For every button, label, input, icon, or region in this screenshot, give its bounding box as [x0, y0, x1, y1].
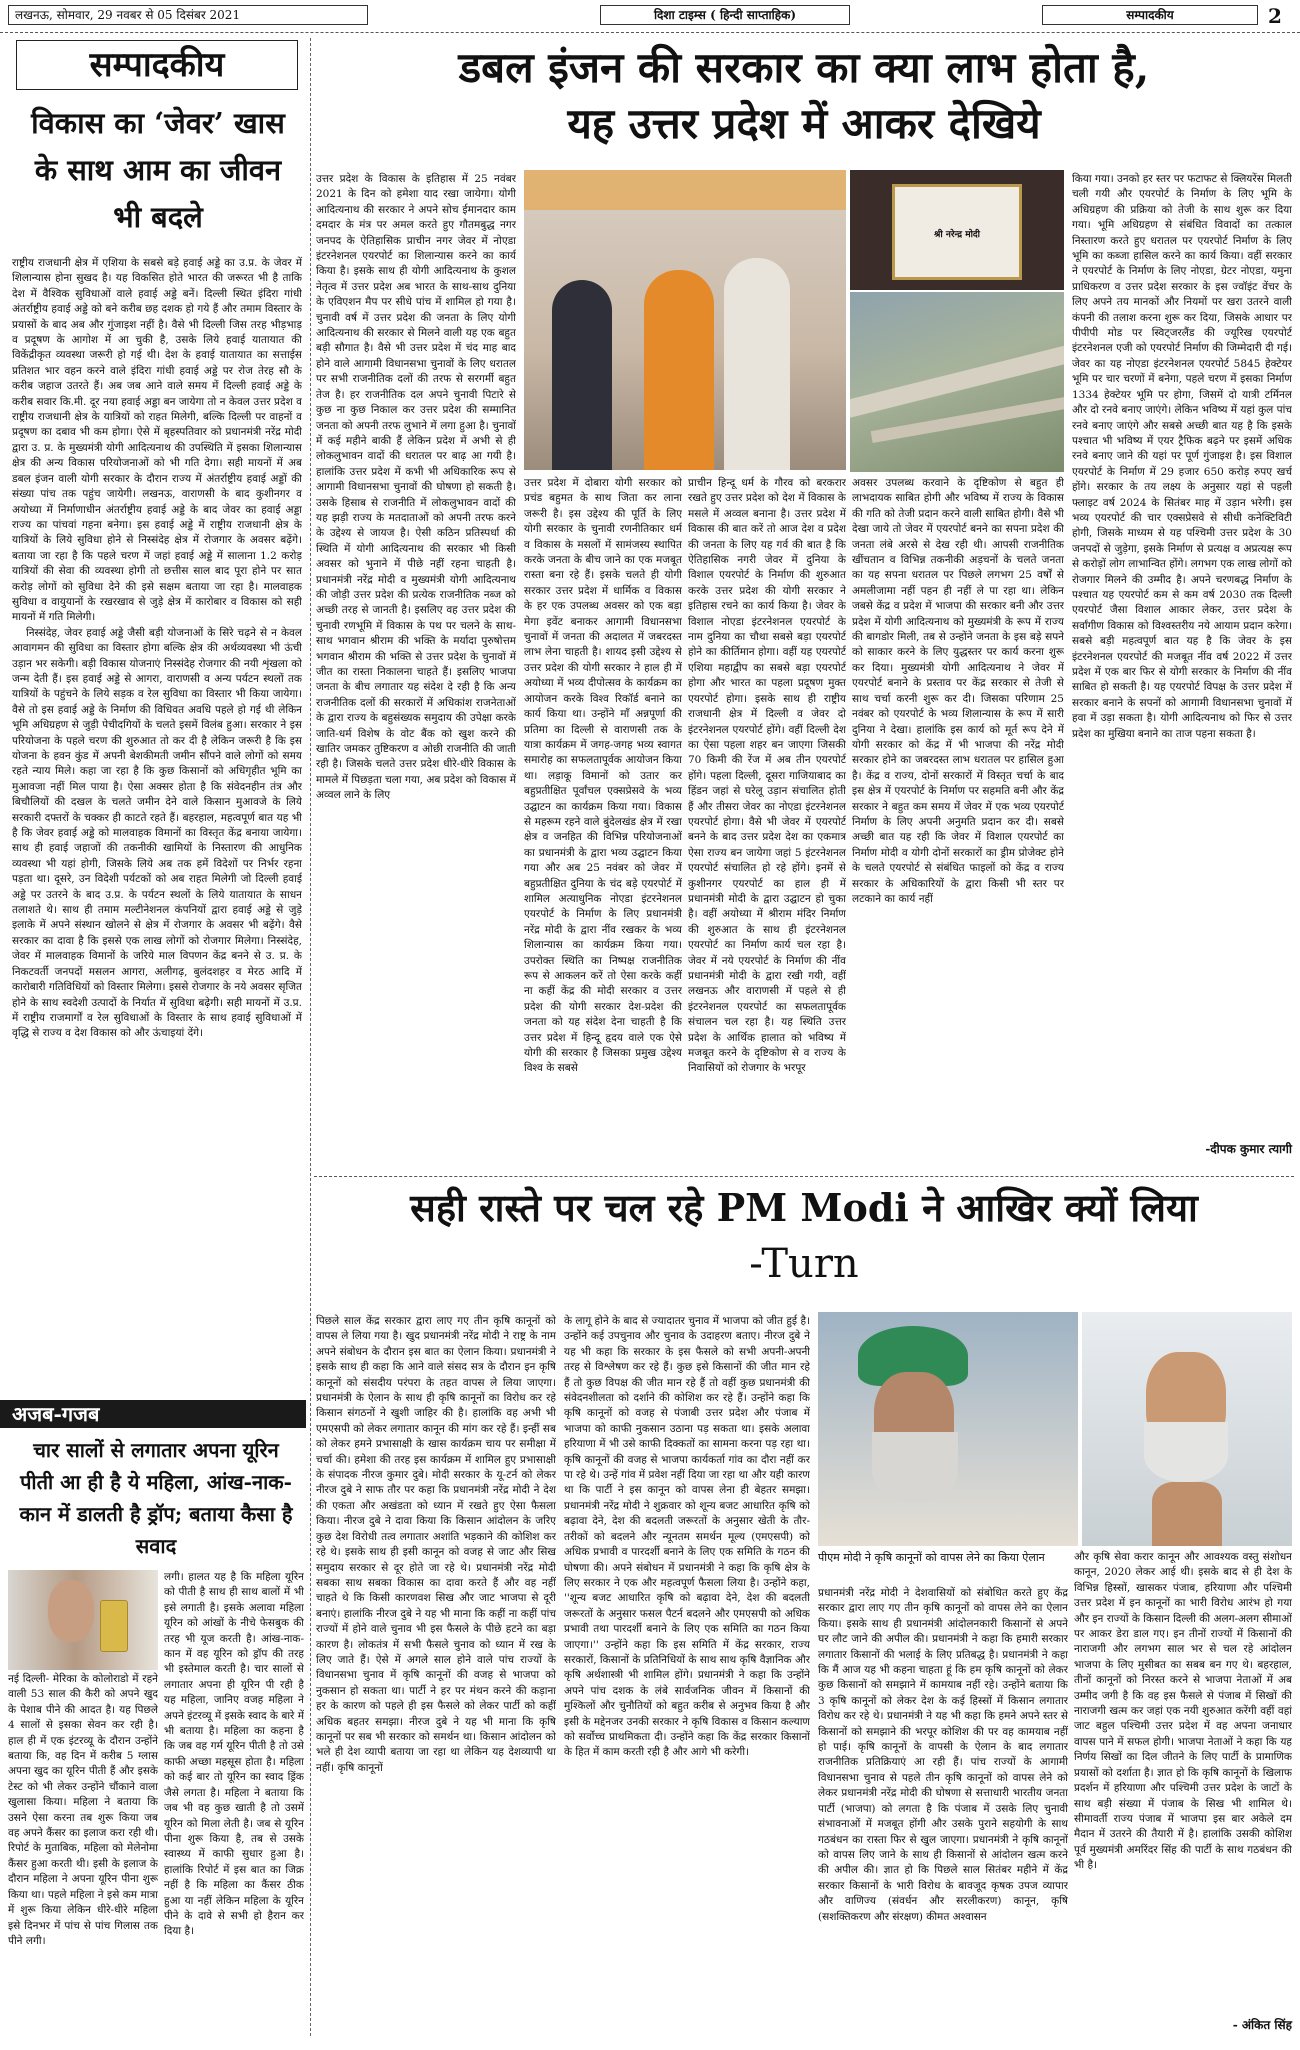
editorial-section	[8, 38, 306, 1438]
leaders-stage-photo	[524, 170, 846, 470]
top-story-col-2: उत्तर प्रदेश में दोबारा योगी सरकार को प्रचंड बहुमत के साथ जिता कर लाना जरूरी है। इस उद्देश्य की पूर्ति के लिए योगी सरकार के चुनावी रणनीतिकार धर्म व विकास के मसलों में सामंजस्य स्थापित करके जनता के बीच जाने का एक मजबूत रास्ता बना रहे हैं। इसके चलते ही योगी सरकार उत्तर प्रदेश में धार्मिक व विकास के हर एक उपलब्ध अवसर को एक बड़ा मेगा इवेंट बनाकर आगामी विधानसभा चुनावों में जनता की अदालत में जबरदस्त लाभ लेना चाहती है। शायद इसी उद्देश्य से उत्तर प्रदेश की योगी सरकार ने हाल ही में अयोध्या में भव्य दीपोत्सव के कार्यक्रम का आयोजन करके विश्व रिकॉर्ड बनाने का कार्य किया था। उन्होंने माँ अन्नपूर्णा की प्रतिमा का दिल्ली से वाराणसी तक के यात्रा कार्यक्रम में जगह-जगह भव्य स्वागत समारोह का सफलतापूर्वक आयोजन किया था। लड़ाकू विमानों को उतार कर बहुप्रतीक्षित पूर्वांचल एक्सप्रेसवे के भव्य उद्घाटन का कार्यक्रम किया गया। विकास से महरूम रहने वाले बुंदेलखंड क्षेत्र में रखा क्षेत्र व जनहित की विभिन्न परियोजनाओं का प्रधानमंत्री के द्वारा भव्य उद्घाटन किया गया और अब 25 नवंबर को जेवर में बहुप्रतीक्षित दुनिया के चंद बड़े एयरपोर्ट में शामिल अत्याधुनिक नोएडा इंटरनेशनल एयरपोर्ट के निर्माण के लिए प्रधानमंत्री नरेंद्र मोदी के द्वारा नींव रखकर के भव्य शिलान्यास का कार्यक्रम किया गया। उपरोक्त स्थिति का निष्पक्ष राजनीतिक रूप से आकलन करें तो ऐसा करके कहीं ना कहीं केंद्र की मोदी सरकार व उत्तर प्रदेश की योगी सरकार देश-प्रदेश की जनता को यह संदेश देना चाहती है कि उत्तर प्रदेश में हिन्दू हृदय वाले एक ऐसे योगी की सरकार है जिसका प्रमुख उद्देश्य विश्व के सबसे	[524, 477, 682, 1075]
plaque-board	[892, 184, 1022, 280]
beard-shape	[1144, 1422, 1228, 1482]
leader-figure	[644, 270, 714, 470]
second-story-col-3: प्रधानमंत्री नरेंद्र मोदी ने देशवासियों को संबोधित करते हुए केंद्र सरकार द्वारा लाए गए तीन कृषि कानूनों को वापस लेने का ऐलान किया। इसके साथ ही प्रधानमंत्री आंदोलनकारी किसानों से अपने घर लौट जाने की अपील की। प्रधानमंत्री ने कहा कि हमारी सरकार लगातार किसानों की भलाई के लिए प्रतिबद्ध है। प्रधानमंत्री ने कहा कि मैं आज यह भी कहना चाहता हूं कि हम कृषि कानूनों को लेकर कुछ किसानों को समझाने में कामयाब नहीं रहे। उन्होंने बताया कि 3 कृषि कानूनों को लेकर देश के कई हिस्सों में किसान लगातार विरोध कर रहे थे। प्रधानमंत्री ने यह भी कहा कि हमने अपने स्तर से किसानों को समझाने की भरपूर कोशिश की पर वह कामयाब नहीं हो पाई। कृषि कानूनों के वापसी के ऐलान के बाद लगातार राजनीतिक प्रतिक्रियाएं आ रही हैं। पांच राज्यों के आगामी विधानसभा चुनाव से पहले तीन कृषि कानूनों को वापस लेने को लेकर प्रधानमंत्री नरेंद्र मोदी की घोषणा से सत्ताधारी भारतीय जनता पार्टी (भाजपा) को लगता है कि पंजाब में उसके लिए चुनावी संभावनाओं में मजबूत होंगी और उसके पुराने सहयोगी के साथ गठबंधन का रास्ता फिर से खुल जाएगा। प्रधानमंत्री ने कृषि कानूनों को वापस लिए जाने के साथ ही किसानों से आंदोलन खत्म करने की अपील की। ज्ञात हो कि पिछले साल सितंबर महीने में केंद्र सरकार किसानों के भारी विरोध के बावजूद कृषक उपज व्यापार और वाणिज्य (संवर्धन और सरलीकरण) कानून, कृषि (सशक्तिकरण और संरक्षण) कीमत अश्वासन	[818, 1587, 1068, 1923]
column-divider	[310, 38, 311, 2036]
editorial-paragraph: राष्ट्रीय राजधानी क्षेत्र में एशिया के सबसे बड़े हवाई अड्डे का उ.प्र. के जेवर में शिलान्यास होना सुखद है। यह विकसित होते भारत की जरूरत भी है ताकि देश में वैश्विक सुविधाओं वाले हवाई अड्डे बनें। दिल्ली स्थित इंदिरा गांधी अंतर्राष्ट्रीय हवाई अड्डे को बने करीब छह दशक हो गये हैं और तमाम विस्तार के प्रयासों के बाद अब और गुंजाइश नहीं है। वैसे भी दिल्ली जिस तरह भीड़भाड़ व प्रदूषण के आगोश में आ चुकी है, उसके लिये हवाई यातायात की विकेंद्रीकृत व्यवस्था जरूरी हो गई थी। देश के हवाई यातायात का सत्ताईस प्रतिशत भार वहन करने वाले इंदिरा गांधी हवाई अड्डे पर रोज तेरह सौ के करीब जहाज उतरते हैं। अब जब आने वाले समय में दिल्ली हवाई अड्डे के करीब सवार कि.मी. दूर नया हवाई अड्डा बन जायेगा तो न केवल उत्तर प्रदेश व राष्ट्रीय राजधानी क्षेत्र के यात्रियों को राहत मिलेगी, बल्कि दिल्ली पर वाहनों व प्रदूषण का दबाव भी कम होगा। ऐसे में बृहस्पतिवार को प्रधानमंत्री नरेंद्र मोदी द्वारा उ. प्र. के मुख्यमंत्री योगी आदित्यनाथ की उपस्थिति में इसका शिलान्यास क्षेत्र की अन्य विकास परियोजनाओं को भी गति देगा। सही मायनों में अब डबल इंजन वाली योगी सरकार के दौरान राज्य में अंतर्राष्ट्रीय हवाई अड्डों की संख्या पांच तक पहुंच जायेगी। लखनऊ, वाराणसी के बाद कुशीनगर व अयोध्या में निर्माणाधीन अंतर्राष्ट्रीय हवाई अड्डे के बाद जेवर का हवाई अड्डा राज्य का पांचवां गहना बनेगा। इस हवाई अड्डे में राष्ट्रीय राजधानी क्षेत्र के यात्रियों के लिये सुविधा होने से निस्संदेह क्षेत्र में रोजगार के अवसर बढ़ेंगे। बताया जा रहा है कि पहले चरण में जहां हवाई अड्डे में सालाना 1.2 करोड़ यात्रियों की सेवा की व्यवस्था होगी तो छत्तीस साल बाद पूरा होने पर सात करोड़ लोगों को सुविधा देने की इसे सक्षम बताया जा रहा है। मालवाहक सुविधा व वायुयानों के रखरखाव से जुड़े क्षेत्र में कारोबार व विकास को सही मायनों में गति मिलेगी।	[12, 257, 302, 624]
second-story-col-2: के लागू होने के बाद से ज्यादातर चुनाव में भाजपा को जीत हुई है। उन्होंने कई उपचुनाव और चुनाव के उदाहरण बताए। नीरज दुबे ने यह भी कहा कि सरकार के इस फैसले को सभी अपनी-अपनी तरह से विश्लेषण कर रहे हैं। कुछ इसे किसानों की जीत मान रहे हैं तो कुछ विपक्ष की जीत मान रहे हैं तो वहीं कुछ प्रधानमंत्री की संवेदनशीलता को दर्शाने की कोशिश कर रहे हैं। उन्होंने कहा कि कृषि कानूनों को वजह से पंजाबी उत्तर प्रदेश और पंजाब में भाजपा को काफी नुकसान उठाना पड़ सकता था। इसके अलावा हरियाणा में भी उसे काफी दिक्कतों का सामना करना पड़ रहा था। कृषि कानूनों की वजह से भाजपा कार्यकर्ता गांव का दौरा नहीं कर पा रहे थे। उन्हें गांव में प्रवेश नहीं दिया जा रहा था और यही कारण था कि पार्टी ने इस कानून को वापस लेना ही बेहतर समझा। प्रधानमंत्री नरेंद्र मोदी ने शुक्रवार को शून्य बजट आधारित कृषि को बढ़ावा देने, देश की बदलती जरूरतों के अनुसार खेती के तौर-तरीकों को बदलने और न्यूनतम समर्थन मूल्य (एमएसपी) को अधिक प्रभावी व पारदर्शी बनाने के लिए एक समिति के गठन की घोषणा की। अपने संबोधन में प्रधानमंत्री ने कहा कि कृषि क्षेत्र के लिए सरकार ने एक और महत्वपूर्ण फैसला लिया है। उन्होंने कहा, ''शून्य बजट आधारित कृषि को बढ़ावा देने, देश की बदलती जरूरतों के अनुसार फसल पैटर्न बदलने और एमएसपी को अधिक प्रभावी तथा पारदर्शी बनाने के लिए एक समिति का गठन किया जाएगा।'' उन्होंने कहा कि इस समिति में केंद्र सरकार, राज्य सरकारों, किसानों के प्रतिनिधियों के साथ साथ कृषि वैज्ञानिक और कृषि अर्थशास्त्री भी शामिल होंगे। प्रधानमंत्री ने कहा कि उन्होंने अपने पांच दशक के लंबे सार्वजनिक जीवन में किसानों की मुश्किलों और चुनौतियों को बहुत करीब से अनुभव किया है और इसी के मद्देनजर उनकी सरकार ने कृषि विकास व किसान कल्याण को सर्वोच्च प्राथमिकता दी। उन्होंने कहा कि केंद्र सरकार किसानों के हित में काम करती रही है और आगे भी करेगी।	[564, 1315, 810, 1759]
ajab-col-2: लगी। हालत यह है कि महिला यूरिन को पीती है साथ ही साथ बालों में भी इसे लगाती है। इसके अलावा महिला यूरिन को आंखों के नीचे फेसबुक की तरह भी यूज करती है। आंख-नाक-कान में वह यूरिन को ड्रॉप की तरह भी इस्तेमाल करती है। चार सालों से लगातार अपना ही यूरिन पी रही है यह महिला, जानिए वजह महिला ने अपने इंटरव्यू में इसके स्वाद के बारे में भी बताया है। महिला का कहना है कि जब वह गर्म यूरिन पीती है तो उसे काफी अच्छा महसूस होता है। महिला को कई बार तो यूरिन का स्वाद ड्रिंक जैसे लगता है। महिला ने बताया कि जब भी वह कुछ खाती है तो उसमें यूरिन को मिला लेती है। जब से यूरिन पीना शुरू किया है, तब से उसके स्वास्थ्य में काफी सुधार हुआ है। हालांकि रिपोर्ट में इस बात का जिक्र नहीं है कि महिला का कैंसर ठीक हुआ या नहीं लेकिन महिला के यूरिन पीने के दावे से सभी हो हैरान कर दिया है।	[164, 1571, 304, 1938]
farmer-leader-photo	[818, 1312, 1078, 1546]
ajab-headline: चार सालों से लगातार अपना यूरिन पीती आ ही है ये महिला, आंख-नाक-कान में डालती है ड्रॉप; बताया कैसा है सवाद	[19, 1438, 293, 1558]
plaque-text: श्री नरेन्द्र मोदी	[933, 230, 981, 240]
ajab-gajab-title: अजब-गजब	[12, 1402, 100, 1426]
top-story-col-3: प्राचीन हिन्दू धर्म के गौरव को बरकरार रखते हुए उत्तर प्रदेश को देश में विकास के मसले में अव्वल बनाना है। उत्तर प्रदेश में विकास की बात करें तो आज देश व प्रदेश की जनता के लिए यह गर्व की बात है कि ऐतिहासिक नगरी जेवर में दुनिया के विशाल एयरपोर्ट के निर्माण की शुरुआत करके उत्तर प्रदेश की योगी सरकार ने इतिहास रचने का कार्य किया है। जेवर के विशाल नोएडा इंटरनेशनल एयरपोर्ट के नाम दुनिया का चौथा सबसे बड़ा एयरपोर्ट होने का कीर्तिमान होगा। वहीं यह एयरपोर्ट एशिया महाद्वीप का सबसे बड़ा एयरपोर्ट होगा और भारत का पहला प्रदूषण मुक्त एयरपोर्ट होगा। इसके साथ ही राष्ट्रीय राजधानी क्षेत्र में दिल्ली व जेवर दो इंटरनेशनल एयरपोर्ट होंगे। वहीं दिल्ली देश का ऐसा पहला शहर बन जाएगा जिसकी 70 किमी की रेंज में अब तीन एयरपोर्ट होंगे। पहला दिल्ली, दूसरा गाजियाबाद का हिंडन जहां से घरेलू उड़ान संचालित होती हैं और तीसरा जेवर का नोएडा इंटरनेशनल एयरपोर्ट होगा। वैसे भी जेवर में एयरपोर्ट बनने के बाद उत्तर प्रदेश देश का एकमात्र ऐसा राज्य बन जायेगा जहां 5 इंटरनेशनल एयरपोर्ट संचालित हो रहे होंगे। इनमें से कुशीनगर एयरपोर्ट का हाल ही में प्रधानमंत्री मोदी के द्वारा उद्घाटन हो चुका है। वहीं अयोध्या में श्रीराम मंदिर निर्माण की शुरुआत के साथ ही इंटरनेशनल एयरपोर्ट का निर्माण कार्य चल रहा है। जेवर में नये एयरपोर्ट के निर्माण की नींव प्रधानमंत्री मोदी के द्वारा रखी गयी, वहीं लखनऊ और वाराणसी में पहले से ही इंटरनेशनल एयरपोर्ट का सफलतापूर्वक संचालन चल रहा है। यह स्थिति उत्तर प्रदेश के आर्थिक हालात को भविष्य में मजबूत करने के दृष्टिकोण से व राज्य के निवासियों को रोजगार के भरपूर	[688, 477, 846, 1075]
beard-shape	[872, 1432, 958, 1502]
second-headline-line-2: -Turn	[749, 1241, 859, 1287]
second-story-col-4: और कृषि सेवा करार कानून और आवश्यक वस्तु संशोधन कानून, 2020 लेकर आई थी। इसके बाद से ही देश के विभिन्न हिस्सों, खासकर पंजाब, हरियाणा और पश्चिमी उत्तर प्रदेश में इन कानूनों का भारी विरोध आरंभ हो गया और इन राज्यों के किसान दिल्ली की अलग-अलग सीमाओं पर आकर डेरा डाल गए। इन तीनों राज्यों में किसानों की नाराजगी और लगभग साल भर से चल रहे आंदोलन भाजपा के लिए मुसीबत का सबब बन गए थे। बहरहाल, तीनों कानूनों को निरस्त करने से भाजपा नेताओं में अब उम्मीद जगी है कि वह इस फैसले से पंजाब में सिखों की नाराजगी खत्म कर जहां एक नयी शुरुआत करेंगी वहीं वहां जाट बहुल पश्चिमी उत्तर प्रदेश में वह अपना जनाधार वापस पाने में सफल होगी। भाजपा नेताओं ने कहा कि यह निर्णय सिखों का दिल जीतने के लिए पार्टी के प्रामाणिक प्रयासों को दर्शाता है। ज्ञात हो कि कृषि कानूनों के खिलाफ प्रदर्शन में हरियाणा और पश्चिमी उत्तर प्रदेश के जाटों के साथ बड़ी संख्या में पंजाब के सिख भी शामिल थे। सीमावर्ती राज्य पंजाब में भाजपा इस बार अकेले दम मैदान में उतरने की तैयारी में है। हालांकि उसकी कोशिश पूर्व मुख्यमंत्री अमरिंदर सिंह की पार्टी के साथ गठबंधन की भी है।	[1074, 1551, 1292, 1872]
crowd-marker	[524, 170, 846, 210]
top-story-col-4: अवसर उपलब्ध करवाने के दृष्टिकोण से बहुत ही लाभदायक साबित होगी और भविष्य में राज्य के विकास की गति को तेजी प्रदान करने वाली साबित होगी। वैसे भी देखा जाये तो जेवर में एयरपोर्ट बनने का सपना प्रदेश की जनता लंबे अरसे से देख रही थी। आपसी राजनीतिक खींचतान व विभिन्न तकनीकी अड़चनों के चलते जनता का यह सपना धरातल पर पिछले लगभग 25 वर्षों से अमलीजामा नहीं पहन ही नहीं ले पा रहा था। लेकिन जबसे केंद्र व प्रदेश में भाजपा की सरकार बनी और उत्तर प्रदेश में योगी आदित्यनाथ को मुख्यमंत्री के रूप में राज्य की बागडोर मिली, तब से उन्होंने जनता के इस बड़े सपने को साकार करने के लिए युद्धस्तर पर कार्य करना शुरू कर दिया। मुख्यमंत्री योगी आदित्यनाथ ने जेवर में एयरपोर्ट बनाने के प्रस्ताव पर केंद्र सरकार से तेजी से साथ चर्चा करनी शुरू कर दी। जिसका परिणाम 25 नवंबर को एयरपोर्ट के भव्य शिलान्यास के रूप में सारी दुनिया ने देखा। हालांकि इस कार्य को मूर्त रूप देने में योगी सरकार को केंद्र में भी भाजपा की नरेंद्र मोदी सरकार होने का जबरदस्त लाभ धरातल पर हासिल हुआ है। केंद्र व राज्य, दोनों सरकारों में विस्तृत चर्चा के बाद इस क्षेत्र में एयरपोर्ट के निर्माण पर सहमति बनी और केंद्र सरकार ने बहुत कम समय में जेवर में एक भव्य एयरपोर्ट निर्माण के लिए अपनी अनुमति प्रदान कर दी। सबसे अच्छी बात यह रही कि जेवर में विशाल एयरपोर्ट का निर्माण मोदी व योगी दोनों सरकारों का ड्रीम प्रोजेक्ट होने के चलते एयरपोर्ट से संबंधित फाइलों को केंद्र व राज्य सरकार के अधिकारियों के द्वारा किसी भी स्तर पर लटकाने का कार्य नहीं	[852, 477, 1064, 905]
top-story-byline: -दीपक कुमार त्यागी	[1205, 1142, 1292, 1156]
ajab-gajab-band	[0, 1400, 306, 1428]
second-headline-line-1: सही रास्ते पर चल रहे PM Modi ने आखिर क्यों लिया	[410, 1185, 1198, 1230]
hands-shape	[1152, 1482, 1222, 1546]
second-story-byline: - अंकित सिंह	[1232, 2018, 1292, 2032]
top-headline-line-2: यह उत्तर प्रदेश में आकर देखिये	[567, 99, 1041, 148]
second-photo-caption: पीएम मोदी ने कृषि कानूनों को वापस लेने का किया ऐलान	[818, 1551, 1045, 1564]
editorial-body	[12, 256, 302, 1386]
foundation-plaque-photo	[850, 170, 1064, 290]
top-story-headline	[316, 40, 1292, 160]
top-headline-line-1: डबल इंजन की सरकार का क्या लाभ होता है,	[458, 43, 1150, 92]
second-story-col-1: पिछले साल केंद्र सरकार द्वारा लाए गए तीन कृषि कानूनों को वापस ले लिया गया है। खुद प्रधानमंत्री नरेंद्र मोदी ने राष्ट्र के नाम अपने संबोधन के दौरान इस बात का ऐलान किया। प्रधानमंत्री ने इसके साथ ही कहा कि आने वाले संसद सत्र के दौरान इन कृषि कानूनों को संसदीय परंपरा के तहत वापस ले लिया जाएगा। प्रधानमंत्री के ऐलान के साथ ही कृषि कानूनों का विरोध कर रहे किसान संगठनों ने खुशी जाहिर की है। हालांकि वह अभी भी एमएसपी को लेकर लगातार कानून की मांग कर रहे हैं। इन्हीं सब को लेकर हमने प्रभासाक्षी के खास कार्यक्रम चाय पर समीक्षा में चर्चा की। हमेशा की तरह इस कार्यक्रम में शामिल हुए प्रभासाक्षी के संपादक नीरज कुमार दुबे। मोदी सरकार के यू-टर्न को लेकर नीरज दुबे ने साफ तौर पर कहा कि प्रधानमंत्री नरेंद्र मोदी ने देश की एकता और अखंडता को ध्यान में रखते हुए ऐसा फैसला किया। नीरज दुबे ने दावा किया कि किसान आंदोलन के जरिए कुछ देश विरोधी तत्व लगातार अशांति भड़काने की कोशिश कर रहे थे। इसके साथ ही इसी कानून को वजह से जाट और सिख समुदाय सरकार से दूर होते जा रहे थे। प्रधानमंत्री नरेंद्र मोदी सबका साथ सबका विकास का दावा करते हैं और वह नहीं चाहते थे कि किसी कारणवश सिख और जाट भाजपा से दूरी बनाएं। हालांकि नीरज दुबे ने यह भी माना कि कहीं ना कहीं पांच राज्यों में होने वाले चुनाव भी इस फैसले के पीछे हटने का बड़ा कारण है। लोकतंत्र में सभी फैसले चुनाव को ध्यान में रख के लिए जाते हैं। ऐसे में अगले साल होने वाले पांच राज्यों के विधानसभा चुनाव में कृषि कानूनों की वजह से भाजपा को नुकसान हो सकता था। पार्टी ने हर पर मंथन करने की कड़ाना हर के कारण को पहले ही इस फैसले को लेकर पार्टी को कहीं अधिक बहतर समझा। नीरज दुबे ने यह भी माना कि कृषि कानूनों पर सब भी सरकार को समर्थन था। किसान आंदोलन को भले ही देश व्यापी बताया जा रहा था लेकिन यह देशव्यापी था नहीं। कृषि कानूनों	[316, 1315, 556, 1774]
editorial-headline: विकास का ‘जेवर’ खास के साथ आम का जीवन भी बदले	[31, 106, 285, 234]
masthead-date: लखनऊ, सोमवार, 29 नवबर से 05 दिसंबर 2021	[8, 5, 368, 25]
masthead-paper-name: दिशा टाइम्स ( हिन्दी साप्ताहिक)	[600, 5, 850, 25]
leader-figure	[552, 280, 612, 470]
editorial-paragraph: निस्संदेह, जेवर हवाई अड्डे जैसी बड़ी योजनाओं के सिरे चढ़ने से न केवल आवागमन की सुविधा का विस्तार होगा बल्कि क्षेत्र की अर्थव्यवस्था भी ऊंची उड़ान भर सकेगी। बड़ी विकास योजनाएं निस्संदेह रोजगार की नयी शृंखला को जन्म देती हैं। इस हवाई अड्डे से आगरा, वाराणसी व अन्य पर्यटन स्थलों तक यात्रियों के पहुंचने के लिये सड़क व रेल सुविधा का विस्तार भी किया जायेगा। वैसे तो इस हवाई अड्डे के निर्माण की विधिवत अवधि पहले हो गई थी लेकिन भूमि अधिग्रहण से जुड़ी पेचीदगियों के चलते इसमें विलंब हुआ। सरकार ने इस परियोजना के पहले चरण की शुरुआत तो कर दी है लेकिन जरूरी है कि इस योजना के हवन कुंड में अपनी बेशकीमती जमीन सौंपने वाले लोगों को समय रहते न्याय मिले। कहा जा रहा है कि कुछ किसानों को अधिगृहीत भूमि का मुआवजा नहीं मिल पाया है। ऐसा अक्सर होता है कि संवेदनहीन तंत्र और बिचौलियों की दखल के चलते जमीन देने वाले किसान मुआवजे के लिये सरकारी दफ्तरों के चक्कर ही काटते रहते हैं। बहरहाल, महत्वपूर्ण बात यह भी है कि जेवर हवाई अड्डे को मालवाहक विमानों का विस्तृत केंद्र बनाया जायेगा। साथ ही हवाई जहाजों की तकनीकी खामियों के निस्तारण की आधुनिक व्यवस्था भी यहां होगी, जिसके लिये अब तक हमें विदेशों पर निर्भर रहना पड़ता था। दूसरे, उन विदेशी पर्यटकों को अब राहत मिलेगी जो दिल्ली हवाई अड्डे पर उतरने के बाद उ.प्र. के पर्यटन स्थलों के लिये यातायात के साधन तलाशते थे। साथ ही तमाम मल्टीनेशनल कंपनियों द्वारा हवाई अड्डे से जुड़े इलाके में अपने संस्थान खोलने से क्षेत्र में रोजगार के अवसर भी बढ़ेंगे। वैसे सरकार का दावा है कि इससे एक लाख लोगों को रोजगार मिलेगा। निस्संदेह, जेवर में मालवाहक विमानों के जरिये माल विपणन केंद्र बनने से उ. प्र. के निकटवर्ती जनपदों मसलन आगरा, अलीगढ़, बुलंदशहर व मेरठ आदि में कारोबारी गतिविधियों को विस्तार मिलेगा। इससे रोजगार के नये अवसर सृजित होने के साथ स्वदेशी उत्पादों के निर्यात में सुविधा बढ़ेगी। सही मायनों में उ.प्र. में राष्ट्रीय राजमार्गों व रेल सुविधाओं के विस्तार के साथ हवाई सुविधाओं में वृद्धि से राज्य व देश विकास को और ऊंचाइयां देंगे।	[12, 626, 302, 1040]
masthead	[0, 0, 1300, 30]
leader-figure	[724, 258, 790, 470]
ajab-col-1: नई दिल्ली- मेरिका के कोलोराडो में रहने वाली 53 साल की कैरी को अपने खुद के पेशाब पीने की आदत है। यह पिछले 4 सालों से इसका सेवन कर रही है। हाल ही में एक इंटरव्यू के दौरान उन्होंने बताया कि, वह दिन में करीब 5 ग्लास अपना खुद का यूरिन पीती हैं और इसके टेस्ट को भी लेकर उन्होंने चौंकाने वाला खुलासा किया। महिला ने बताया कि उसने ऐसा करना तब शुरू किया जब वह अपने कैंसर का इलाज करा रही थी। रिपोर्ट के मुताबिक, महिला को मेलेनोमा कैंसर हुआ करती थी। इसी के इलाज के दौरान महिला ने अपना यूरिन पीना शुरू किया था। पहले महिला ने इसे कम मात्रा में शुरू किया लेकिन धीरे-धीरे महिला इसे दिनभर में पांच से पांच गिलास तक पीने लगी।	[8, 1673, 158, 1947]
face-shape	[48, 1580, 94, 1642]
page-number: 2	[1268, 4, 1282, 28]
masthead-section: सम्पादकीय	[1042, 5, 1258, 25]
glass-shape	[100, 1600, 128, 1652]
pm-modi-photo	[1082, 1312, 1292, 1546]
woman-drinking-photo	[8, 1570, 158, 1670]
top-story-col-1: उत्तर प्रदेश के विकास के इतिहास में 25 नवंबर 2021 के दिन को हमेशा याद रखा जायेगा। योगी आदित्यनाथ की सरकार ने अपने सोच ईमानदार काम दमदार के मंत्र पर अमल करते हुए गौतमबुद्ध नगर जनपद के ऐतिहासिक प्राचीन नगर जेवर में नोएडा इंटरनेशनल एयरपोर्ट का शिलान्यास करने का कार्य किया है। इसके साथ ही योगी आदित्यनाथ के कुशल नेतृत्व में उत्तर प्रदेश अब भारत के साथ-साथ दुनिया के एविएशन मैप पर सीधे पांच में शामिल हो गया है। चुनावी वर्ष में उत्तर प्रदेश की जनता के लिए योगी आदित्यनाथ की सरकार से मिलने वाली यह एक बहुत बड़ी सौगात है। वैसे भी उत्तर प्रदेश में चंद माह बाद होने वाले आगामी विधानसभा चुनावों के लिए धरातल पर सभी राजनीतिक दलों की तरफ से सरगर्मी बहुत तेज है। हर राजनीतिक दल अपने चुनावी पिटारे से कुछ ना कुछ निकाल कर उत्तर प्रदेश की सम्मानित जनता को अपनी तरफ लुभाने में लगा हुआ है। चुनावों में कई महीने बाकी हैं लेकिन प्रदेश में अभी से ही लोकलुभावन वादों की धरातल पर बाढ़ आ गयी है। हालांकि उत्तर प्रदेश में कभी भी अधिकारिक रूप से आगामी विधानसभा चुनावों की घोषणा हो सकती है। उसके हिसाब से राजनीति में लोकलुभावन वादों की यह झड़ी राज्य के मतदाताओं को अपनी तरफ करने के उद्देश्य से जायज है। ऐसी कठिन प्रतिस्पर्धा की स्थिति में योगी आदित्यनाथ की सरकार भी किसी अवसर को भुनाने में पीछे नहीं रहना चाहती है। प्रधानमंत्री नरेंद्र मोदी व मुख्यमंत्री योगी आदित्यनाथ की जोड़ी उत्तर प्रदेश की प्रत्येक राजनीतिक नब्ज को अच्छी तरह से जानती है। इसलिए वह उत्तर प्रदेश की चुनावी रणभूमि में विकास के पथ पर चलने के साथ-साथ भगवान श्रीराम की भक्ति के मर्यादा पुरुषोत्तम भगवान श्रीराम की भक्ति से उत्तर प्रदेश के चुनावों में जीत का रास्ता निकालना चाहते हैं। इसलिए भाजपा जनता के बीच लगातार यह संदेश दे रही है कि अन्य राजनीतिक दलों की सरकारों में अधिकांश राजनेताओं के द्वारा राज्य के बहुसंख्यक समुदाय की उपेक्षा करके जाति-धर्म विशेष के वोट बैंक को खुश करने की खातिर जमकर तुष्टिकरण व ओछी राजनीति की जाती रही है। जिसके चलते उत्तर प्रदेश धीरे-धीरे विकास के मामले में पिछड़ता चला गया, अब प्रदेश को विकास में अव्वल लाने के लिए	[316, 173, 516, 802]
top-story-col-5: किया गया। उनको हर स्तर पर फटाफट से क्लियरेंस मिलती चली गयी और एयरपोर्ट के निर्माण के लिए भूमि के अधिग्रहण की प्रक्रिया को तेजी के साथ शुरू कर दिया गया। भूमि अधिग्रहण से संबंधित विवादों का तत्काल निस्तारण करते हुए धरातल पर एयरपोर्ट निर्माण के लिए भूमि का कब्जा हासिल करने का कार्य किया। वहीं सरकार ने एयरपोर्ट के निर्माण के लिए नोएडा, ग्रेटर नोएडा, यमुना प्राधिकरण व उत्तर प्रदेश सरकार के इस ज्वॉइंट वेंचर के लिए अपने तय मानकों और नियमों पर खरा उतरने वाली कंपनी की तलाश करना शुरू कर दिया, जिसके आधार पर पीपीपी मोड पर स्विट्जरलैंड की ज्यूरिख एयरपोर्ट इंटरनेशनल एजी को एयरपोर्ट निर्माण की जिम्मेदारी दी गई। जेवर का यह नोएडा इंटरनेशनल एयरपोर्ट 5845 हेक्टेयर भूमि पर चार चरणों में बनेगा, पहले चरण में इसका निर्माण 1334 हेक्टेयर भूमि पर होगा, जिसमें दो यात्री टर्मिनल और दो रनवे बनाए जाएंगे। लेकिन भविष्य में यहां कुल पांच रनवे बनाए जाएंगे और सबसे अच्छी बात यह है कि इसके पश्चात भी भविष्य में एयर ट्रैफिक बढ़ने पर इसमें अधिक रनवे बनाए जाने की यहां पर पूर्ण गुंजाइश है। इस विशाल एयरपोर्ट के निर्माण में 29 हजार 650 करोड़ रुपए खर्च होंगे। सरकार के तय लक्ष्य के अनुसार यहां से पहली फ्लाइट वर्ष 2024 के सितंबर माह में उड़ान भरेगी। इस भव्य एयरपोर्ट की चार एक्सप्रेसवे से सीधी कनेक्टिविटी होगी, जिसके माध्यम से यह पश्चिमी उत्तर प्रदेश के 30 जनपदों से जुड़ेगा, इसके निर्माण से प्रत्यक्ष व अप्रत्यक्ष रूप से करोड़ों लोग लाभान्वित होंगे। लगभग एक लाख लोगों को रोजगार मिलने की उम्मीद है। अपने चरणबद्ध निर्माण के पश्चात यह एयरपोर्ट कम से कम वर्ष 2030 तक दिल्ली एयरपोर्ट जैसा विशाल आकार लेकर, उत्तर प्रदेश के सर्वांगीण विकास को विश्वस्तरीय नये आयाम प्रदान करेगा। सबसे बड़ी महत्वपूर्ण बात यह है कि जेवर के इस इंटरनेशनल एयरपोर्ट की मजबूत नींव वर्ष 2022 में उत्तर प्रदेश में एक बार फिर से योगी सरकार के निर्माण की नींव साबित हो सकती है। यह एयरपोर्ट विपक्ष के उत्तर प्रदेश में सरकार बनाने के सपनों को आगामी विधानसभा चुनावों में हवा में उड़ा सकता है। योगी आदित्यनाथ को फिर से उत्तर प्रदेश का मुखिया बनाने का ताज पहना सकता है।	[1072, 173, 1292, 740]
story-separator	[314, 1176, 1294, 1177]
second-story-headline	[316, 1180, 1292, 1310]
airport-site-aerial-photo	[850, 292, 1064, 472]
editorial-section-title: सम्पादकीय	[16, 40, 298, 90]
masthead-rule	[0, 32, 1300, 33]
